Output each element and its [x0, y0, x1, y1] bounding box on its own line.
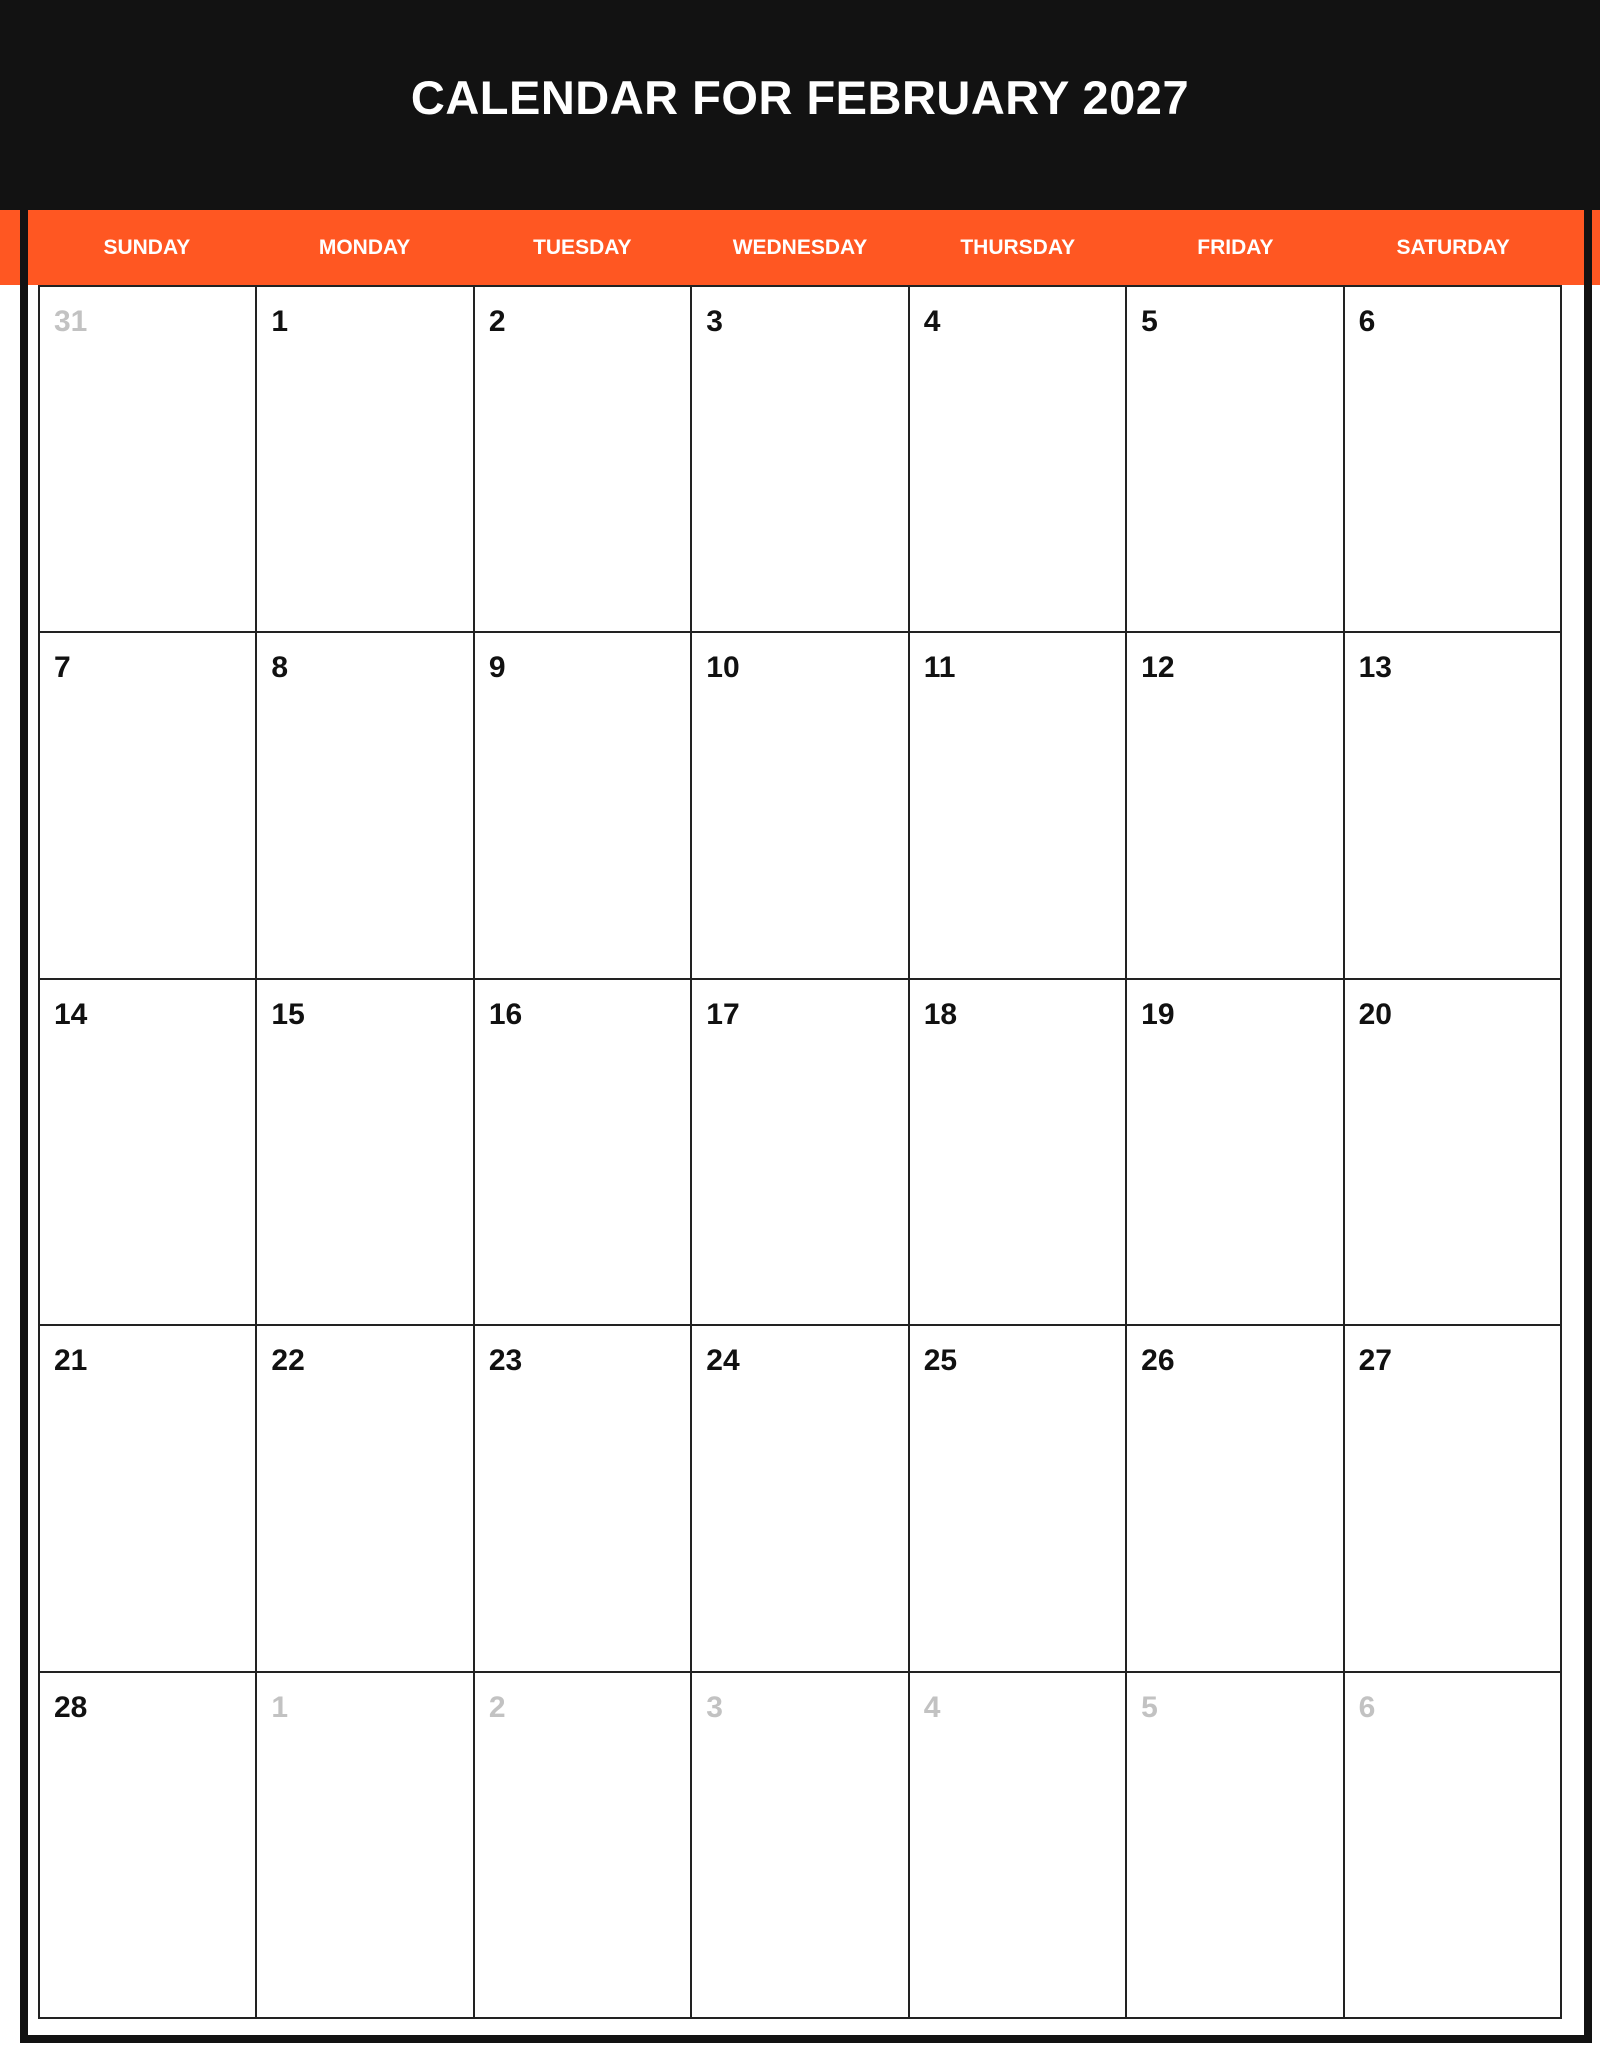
calendar-day-cell[interactable] — [1345, 287, 1562, 633]
day-number: 3 — [706, 305, 723, 338]
calendar-day-cell[interactable] — [257, 633, 474, 979]
day-number: 26 — [1141, 1344, 1175, 1378]
day-number: 1 — [271, 1690, 289, 1724]
calendar-day-cell[interactable] — [1345, 1326, 1562, 1672]
day-number: 17 — [706, 997, 740, 1031]
calendar-day-cell[interactable] — [910, 633, 1127, 979]
calendar-day-cell-outside-month[interactable] — [692, 1673, 909, 2019]
weekday-tuesday: TUESDAY — [533, 235, 632, 259]
day-number: 11 — [923, 651, 956, 685]
weekday-wednesday: WEDNESDAY — [732, 235, 868, 259]
calendar-day-cell[interactable] — [1127, 287, 1344, 633]
day-number: 25 — [923, 1344, 958, 1378]
day-number: 5 — [1141, 305, 1158, 338]
calendar-day-cell[interactable] — [1127, 1326, 1344, 1672]
day-number: 4 — [923, 305, 941, 338]
weekday-sunday: SUNDAY — [103, 235, 191, 259]
day-number: 6 — [1358, 305, 1376, 338]
calendar-day-cell[interactable] — [910, 287, 1127, 633]
calendar-day-cell[interactable] — [1127, 980, 1344, 1326]
calendar-day-cell-outside-month[interactable] — [40, 287, 257, 633]
day-number: 1 — [271, 305, 289, 338]
day-number: 20 — [1358, 997, 1392, 1031]
calendar-day-cell[interactable] — [40, 1326, 257, 1672]
day-number: 2 — [488, 305, 506, 338]
calendar-day-cell[interactable] — [475, 633, 692, 979]
weekday-saturday: SATURDAY — [1396, 235, 1510, 259]
calendar-day-cell[interactable] — [257, 1326, 474, 1672]
day-number: 13 — [1358, 651, 1392, 685]
calendar-day-cell[interactable] — [692, 633, 909, 979]
calendar-day-cell-outside-month[interactable] — [1127, 1673, 1344, 2019]
day-number: 21 — [54, 1344, 88, 1378]
calendar-day-cell[interactable] — [1127, 633, 1344, 979]
day-number: 19 — [1141, 997, 1175, 1031]
day-number: 6 — [1358, 1690, 1376, 1724]
calendar-day-cell[interactable] — [692, 287, 909, 633]
weekday-friday: FRIDAY — [1197, 235, 1274, 259]
day-number: 7 — [54, 651, 71, 685]
weekday-thursday: THURSDAY — [960, 235, 1076, 259]
calendar-day-cell[interactable] — [475, 980, 692, 1326]
calendar-day-cell[interactable] — [257, 287, 474, 633]
calendar-day-cell[interactable] — [40, 633, 257, 979]
weekday-monday: MONDAY — [318, 235, 411, 259]
calendar-title: CALENDAR FOR FEBRUARY 2027 — [410, 70, 1190, 124]
calendar-day-cell-outside-month[interactable] — [257, 1673, 474, 2019]
day-number: 14 — [54, 997, 88, 1031]
calendar-day-cell-outside-month[interactable] — [475, 1673, 692, 2019]
calendar-day-cell[interactable] — [475, 287, 692, 633]
day-number: 12 — [1141, 651, 1175, 685]
calendar-day-cell-outside-month[interactable] — [1345, 1673, 1562, 2019]
calendar-day-cell[interactable] — [1345, 980, 1562, 1326]
calendar-day-cell[interactable] — [910, 1326, 1127, 1672]
day-number: 16 — [488, 997, 523, 1031]
day-number: 18 — [923, 997, 958, 1031]
day-number: 31 — [54, 305, 88, 338]
calendar-day-cell[interactable] — [692, 980, 909, 1326]
day-number: 9 — [488, 651, 506, 685]
weekday-header-row — [38, 210, 1562, 285]
calendar-day-cell-outside-month[interactable] — [910, 1673, 1127, 2019]
calendar-grid — [38, 285, 1562, 2019]
calendar-day-cell[interactable] — [1345, 633, 1562, 979]
day-number: 4 — [923, 1690, 941, 1724]
calendar-day-cell[interactable] — [40, 980, 257, 1326]
day-number: 22 — [271, 1344, 305, 1378]
calendar-day-cell[interactable] — [475, 1326, 692, 1672]
calendar-day-cell[interactable] — [692, 1326, 909, 1672]
day-number: 15 — [271, 997, 305, 1031]
calendar-day-cell[interactable] — [40, 1673, 257, 2019]
day-number: 24 — [706, 1344, 740, 1378]
day-number: 5 — [1141, 1690, 1158, 1724]
calendar-header — [0, 0, 1600, 210]
day-number: 2 — [488, 1690, 506, 1724]
day-number: 3 — [706, 1690, 723, 1724]
calendar-day-cell[interactable] — [257, 980, 474, 1326]
day-number: 23 — [488, 1344, 523, 1378]
calendar-day-cell[interactable] — [910, 980, 1127, 1326]
day-number: 27 — [1358, 1344, 1392, 1378]
day-number: 10 — [706, 651, 740, 685]
day-number: 28 — [54, 1690, 88, 1724]
day-number: 8 — [271, 651, 289, 685]
